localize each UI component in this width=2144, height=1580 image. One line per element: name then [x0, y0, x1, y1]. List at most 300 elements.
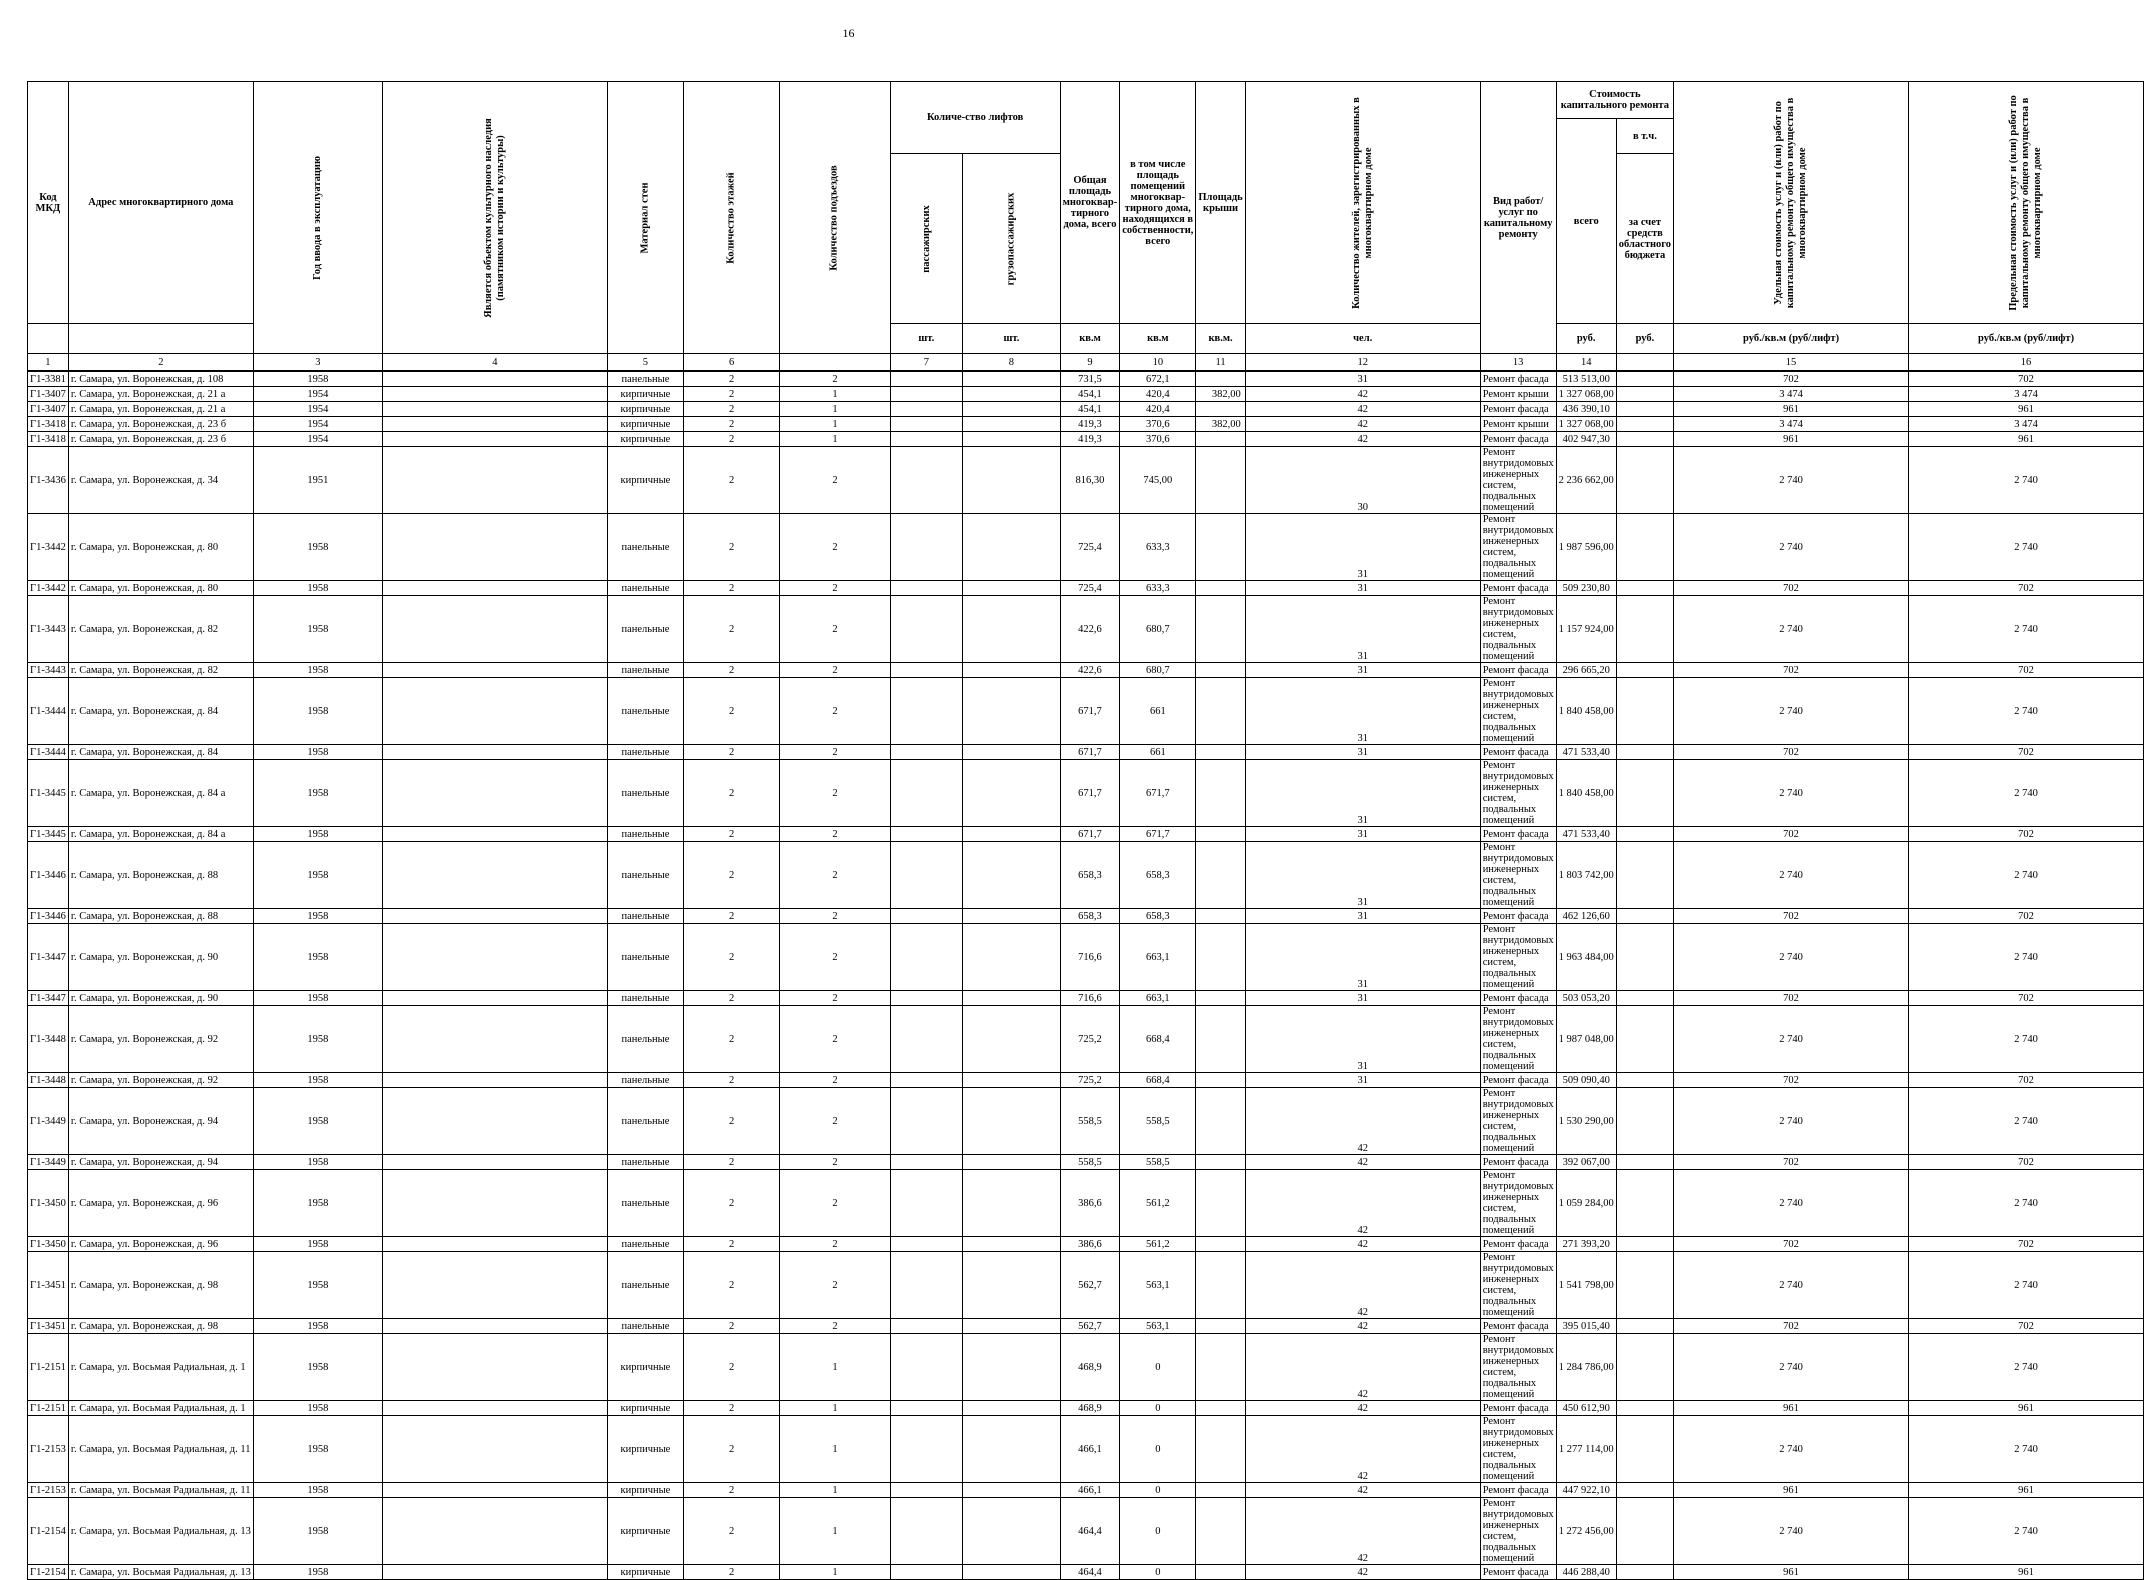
- cell-cost-total: 471 533,40: [1556, 827, 1616, 842]
- cell-cost-total: 1 327 068,00: [1556, 387, 1616, 402]
- cell-entrances: 1: [780, 1334, 890, 1401]
- cell-lifts-passenger: [890, 827, 963, 842]
- cell-lifts-passenger: [890, 514, 963, 581]
- cell-area-owned: 558,5: [1120, 1155, 1196, 1170]
- cell-cost-regional: [1616, 1237, 1673, 1252]
- cell-unit-cost: 2 740: [1674, 678, 1909, 745]
- table-row: [28, 760, 2144, 827]
- cell-year: 1958: [253, 581, 382, 596]
- cell-lifts-passenger: [890, 387, 963, 402]
- cell-residents: 42: [1245, 1088, 1480, 1155]
- cell-address: г. Самара, ул. Воронежская, д. 82: [68, 663, 253, 678]
- unit-address: [68, 324, 253, 354]
- cell-material: панельные: [607, 1006, 683, 1073]
- cell-residents: 31: [1245, 909, 1480, 924]
- col-num: 11: [1196, 354, 1245, 372]
- table-row: [28, 1073, 2144, 1088]
- cell-code: Г1-3447: [28, 924, 69, 991]
- cell-max-cost: 702: [1909, 1073, 2144, 1088]
- cell-code: Г1-2151: [28, 1334, 69, 1401]
- cell-cost-regional: [1616, 387, 1673, 402]
- cell-area-total: 562,7: [1060, 1319, 1120, 1334]
- cell-residents: 31: [1245, 924, 1480, 991]
- cell-work-type: Ремонт фасада: [1480, 1155, 1556, 1170]
- cell-cost-regional: [1616, 1073, 1673, 1088]
- cell-area-owned: 558,5: [1120, 1088, 1196, 1155]
- cell-year: 1958: [253, 596, 382, 663]
- cell-address: г. Самара, ул. Восьмая Радиальная, д. 11: [68, 1416, 253, 1483]
- col-num: 13: [1480, 354, 1556, 372]
- cell-area-total: 419,3: [1060, 432, 1120, 447]
- cell-unit-cost: 2 740: [1674, 1088, 1909, 1155]
- cell-work-type: Ремонт фасада: [1480, 402, 1556, 417]
- cell-code: Г1-3444: [28, 678, 69, 745]
- cell-work-type: Ремонт внутридомовых инженерных систем, подвальных помещений: [1480, 1170, 1556, 1237]
- cell-cost-total: 462 126,60: [1556, 909, 1616, 924]
- cell-address: г. Самара, ул. Воронежская, д. 108: [68, 371, 253, 387]
- cell-area-owned: 663,1: [1120, 924, 1196, 991]
- cell-area-owned: 663,1: [1120, 991, 1196, 1006]
- cell-material: панельные: [607, 596, 683, 663]
- cell-lifts-freight: [963, 1237, 1061, 1252]
- cell-lifts-freight: [963, 827, 1061, 842]
- cell-cost-total: 402 947,30: [1556, 432, 1616, 447]
- cell-unit-cost: 961: [1674, 1565, 1909, 1580]
- cell-material: кирпичные: [607, 387, 683, 402]
- cell-unit-cost: 702: [1674, 745, 1909, 760]
- cell-max-cost: 702: [1909, 1155, 2144, 1170]
- cell-residents: 31: [1245, 371, 1480, 387]
- cell-address: г. Самара, ул. Воронежская, д. 88: [68, 842, 253, 909]
- capital-repair-table: [27, 81, 2144, 1580]
- column-number-row: [28, 354, 2144, 372]
- cell-entrances: 2: [780, 1073, 890, 1088]
- cell-max-cost: 2 740: [1909, 1252, 2144, 1319]
- cell-cost-total: 2 236 662,00: [1556, 447, 1616, 514]
- col-num: 12: [1245, 354, 1480, 372]
- cell-roof-area: [1196, 514, 1245, 581]
- cell-material: панельные: [607, 581, 683, 596]
- cell-lifts-freight: [963, 745, 1061, 760]
- cell-floors: 2: [683, 1565, 779, 1580]
- cell-code: Г1-3451: [28, 1252, 69, 1319]
- cell-roof-area: [1196, 1401, 1245, 1416]
- cell-unit-cost: 702: [1674, 663, 1909, 678]
- cell-entrances: 1: [780, 1416, 890, 1483]
- header-residents: Количество жителей, зарегистрированных в многоквартирном доме: [1245, 82, 1480, 324]
- header-cost: Стоимость капитального ремонта: [1556, 82, 1673, 119]
- cell-address: г. Самара, ул. Воронежская, д. 80: [68, 581, 253, 596]
- cell-roof-area: [1196, 1073, 1245, 1088]
- table-row: [28, 745, 2144, 760]
- cell-cost-total: 471 533,40: [1556, 745, 1616, 760]
- cell-lifts-freight: [963, 1073, 1061, 1088]
- cell-year: 1958: [253, 1498, 382, 1565]
- cell-year: 1958: [253, 663, 382, 678]
- cell-max-cost: 2 740: [1909, 514, 2144, 581]
- table-row: [28, 387, 2144, 402]
- cell-entrances: 2: [780, 447, 890, 514]
- cell-entrances: 1: [780, 1483, 890, 1498]
- cell-entrances: 2: [780, 760, 890, 827]
- cell-floors: 2: [683, 663, 779, 678]
- cell-material: кирпичные: [607, 1401, 683, 1416]
- cell-cost-total: 1 803 742,00: [1556, 842, 1616, 909]
- cell-residents: 30: [1245, 447, 1480, 514]
- cell-work-type: Ремонт фасада: [1480, 909, 1556, 924]
- cell-material: панельные: [607, 1088, 683, 1155]
- cell-year: 1958: [253, 1416, 382, 1483]
- header-year: Год ввода в эксплуатацию: [253, 82, 382, 354]
- cell-lifts-freight: [963, 1483, 1061, 1498]
- cell-area-total: 468,9: [1060, 1334, 1120, 1401]
- cell-material: панельные: [607, 678, 683, 745]
- cell-entrances: 2: [780, 1252, 890, 1319]
- cell-address: г. Самара, ул. Воронежская, д. 90: [68, 924, 253, 991]
- cell-address: г. Самара, ул. Воронежская, д. 88: [68, 909, 253, 924]
- cell-cost-regional: [1616, 596, 1673, 663]
- cell-heritage: [382, 387, 607, 402]
- cell-max-cost: 2 740: [1909, 1088, 2144, 1155]
- cell-material: панельные: [607, 514, 683, 581]
- table-row: [28, 514, 2144, 581]
- cell-max-cost: 961: [1909, 402, 2144, 417]
- cell-unit-cost: 2 740: [1674, 1252, 1909, 1319]
- cell-work-type: Ремонт фасада: [1480, 745, 1556, 760]
- col-num: 16: [1909, 354, 2144, 372]
- cell-lifts-freight: [963, 417, 1061, 432]
- cell-heritage: [382, 663, 607, 678]
- cell-residents: 31: [1245, 514, 1480, 581]
- cell-floors: 2: [683, 1252, 779, 1319]
- cell-material: панельные: [607, 1073, 683, 1088]
- cell-lifts-passenger: [890, 1334, 963, 1401]
- cell-roof-area: [1196, 827, 1245, 842]
- cell-residents: 42: [1245, 1401, 1480, 1416]
- table-row: [28, 827, 2144, 842]
- cell-residents: 42: [1245, 1334, 1480, 1401]
- cell-cost-total: 1 987 048,00: [1556, 1006, 1616, 1073]
- cell-heritage: [382, 1252, 607, 1319]
- cell-residents: 42: [1245, 1483, 1480, 1498]
- cell-lifts-freight: [963, 1319, 1061, 1334]
- cell-material: кирпичные: [607, 402, 683, 417]
- cell-code: Г1-3407: [28, 402, 69, 417]
- cell-heritage: [382, 1319, 607, 1334]
- cell-lifts-freight: [963, 663, 1061, 678]
- cell-floors: 2: [683, 1416, 779, 1483]
- cell-year: 1958: [253, 909, 382, 924]
- table-row: [28, 432, 2144, 447]
- cell-floors: 2: [683, 991, 779, 1006]
- cell-area-owned: 680,7: [1120, 596, 1196, 663]
- cell-roof-area: [1196, 1334, 1245, 1401]
- cell-work-type: Ремонт внутридомовых инженерных систем, подвальных помещений: [1480, 1334, 1556, 1401]
- cell-cost-total: 436 390,10: [1556, 402, 1616, 417]
- col-num: 3: [253, 354, 382, 372]
- cell-floors: 2: [683, 1073, 779, 1088]
- cell-code: Г1-3381: [28, 371, 69, 387]
- cell-code: Г1-2151: [28, 1401, 69, 1416]
- cell-cost-regional: [1616, 402, 1673, 417]
- cell-max-cost: 702: [1909, 1237, 2144, 1252]
- cell-max-cost: 702: [1909, 827, 2144, 842]
- cell-work-type: Ремонт внутридомовых инженерных систем, подвальных помещений: [1480, 924, 1556, 991]
- cell-residents: 42: [1245, 432, 1480, 447]
- cell-entrances: 1: [780, 1565, 890, 1580]
- cell-lifts-passenger: [890, 1237, 963, 1252]
- cell-floors: 2: [683, 514, 779, 581]
- cell-material: кирпичные: [607, 432, 683, 447]
- cell-max-cost: 2 740: [1909, 1334, 2144, 1401]
- cell-residents: 31: [1245, 1073, 1480, 1088]
- cell-work-type: Ремонт внутридомовых инженерных систем, подвальных помещений: [1480, 514, 1556, 581]
- cell-lifts-freight: [963, 760, 1061, 827]
- cell-lifts-passenger: [890, 991, 963, 1006]
- cell-code: Г1-3418: [28, 432, 69, 447]
- cell-lifts-passenger: [890, 371, 963, 387]
- cell-cost-regional: [1616, 909, 1673, 924]
- cell-residents: 42: [1245, 1319, 1480, 1334]
- cell-roof-area: [1196, 760, 1245, 827]
- cell-material: панельные: [607, 842, 683, 909]
- cell-code: Г1-2154: [28, 1498, 69, 1565]
- cell-entrances: 1: [780, 432, 890, 447]
- cell-work-type: Ремонт крыши: [1480, 417, 1556, 432]
- cell-year: 1958: [253, 1401, 382, 1416]
- page-number: 16: [842, 26, 855, 40]
- cell-cost-regional: [1616, 1252, 1673, 1319]
- cell-area-total: 386,6: [1060, 1237, 1120, 1252]
- table-row: [28, 1319, 2144, 1334]
- cell-residents: 42: [1245, 1237, 1480, 1252]
- cell-entrances: 2: [780, 581, 890, 596]
- header-cost-regional: за счет средств областного бюджета: [1616, 154, 1673, 324]
- cell-floors: 2: [683, 402, 779, 417]
- cell-residents: 31: [1245, 991, 1480, 1006]
- cell-area-owned: 658,3: [1120, 842, 1196, 909]
- cell-floors: 2: [683, 1088, 779, 1155]
- cell-material: кирпичные: [607, 1498, 683, 1565]
- cell-heritage: [382, 1170, 607, 1237]
- cell-code: Г1-3449: [28, 1088, 69, 1155]
- cell-material: панельные: [607, 1237, 683, 1252]
- cell-work-type: Ремонт фасада: [1480, 581, 1556, 596]
- cell-cost-regional: [1616, 432, 1673, 447]
- cell-heritage: [382, 1006, 607, 1073]
- cell-cost-regional: [1616, 447, 1673, 514]
- cell-work-type: Ремонт внутридомовых инженерных систем, подвальных помещений: [1480, 678, 1556, 745]
- table-row: [28, 1334, 2144, 1401]
- table-body: [28, 371, 2144, 1580]
- cell-roof-area: [1196, 1498, 1245, 1565]
- cell-roof-area: [1196, 1319, 1245, 1334]
- cell-year: 1954: [253, 402, 382, 417]
- col-num: 8: [963, 354, 1061, 372]
- cell-code: Г1-3448: [28, 1073, 69, 1088]
- cell-cost-regional: [1616, 678, 1673, 745]
- cell-lifts-freight: [963, 581, 1061, 596]
- cell-floors: 2: [683, 1498, 779, 1565]
- cell-code: Г1-3446: [28, 842, 69, 909]
- cell-entrances: 2: [780, 371, 890, 387]
- cell-lifts-freight: [963, 1252, 1061, 1319]
- cell-year: 1954: [253, 432, 382, 447]
- header-code: Код МКД: [28, 82, 69, 324]
- cell-unit-cost: 2 740: [1674, 1170, 1909, 1237]
- cell-year: 1958: [253, 1334, 382, 1401]
- cell-lifts-passenger: [890, 842, 963, 909]
- cell-max-cost: 702: [1909, 581, 2144, 596]
- cell-address: г. Самара, ул. Воронежская, д. 98: [68, 1319, 253, 1334]
- cell-max-cost: 961: [1909, 1401, 2144, 1416]
- cell-code: Г1-3418: [28, 417, 69, 432]
- cell-area-owned: 561,2: [1120, 1170, 1196, 1237]
- cell-roof-area: [1196, 1416, 1245, 1483]
- cell-material: панельные: [607, 1170, 683, 1237]
- cell-unit-cost: 2 740: [1674, 760, 1909, 827]
- cell-address: г. Самара, ул. Воронежская, д. 84 а: [68, 760, 253, 827]
- cell-area-total: 386,6: [1060, 1170, 1120, 1237]
- cell-heritage: [382, 1334, 607, 1401]
- cell-floors: 2: [683, 432, 779, 447]
- cell-cost-total: 1 277 114,00: [1556, 1416, 1616, 1483]
- cell-area-total: 716,6: [1060, 991, 1120, 1006]
- cell-work-type: Ремонт внутридомовых инженерных систем, подвальных помещений: [1480, 1006, 1556, 1073]
- unit-area-total: кв.м: [1060, 324, 1120, 354]
- cell-entrances: 1: [780, 402, 890, 417]
- cell-address: г. Самара, ул. Воронежская, д. 82: [68, 596, 253, 663]
- cell-area-owned: 672,1: [1120, 371, 1196, 387]
- cell-area-owned: 563,1: [1120, 1319, 1196, 1334]
- cell-max-cost: 2 740: [1909, 447, 2144, 514]
- cell-cost-total: 513 513,00: [1556, 371, 1616, 387]
- cell-floors: 2: [683, 745, 779, 760]
- header-area-owned: в том числе площадь помещений многоквар-тирного дома, находящихся в собственности, всего: [1120, 82, 1196, 324]
- col-num: [1616, 354, 1673, 372]
- header-cost-total: всего: [1556, 119, 1616, 324]
- cell-heritage: [382, 842, 607, 909]
- cell-lifts-passenger: [890, 678, 963, 745]
- cell-max-cost: 2 740: [1909, 924, 2144, 991]
- cell-lifts-freight: [963, 447, 1061, 514]
- cell-roof-area: [1196, 924, 1245, 991]
- cell-roof-area: [1196, 371, 1245, 387]
- header-address: Адрес многоквартирного дома: [68, 82, 253, 324]
- cell-lifts-passenger: [890, 924, 963, 991]
- cell-entrances: 2: [780, 924, 890, 991]
- cell-code: Г1-3447: [28, 991, 69, 1006]
- cell-address: г. Самара, ул. Воронежская, д. 23 б: [68, 417, 253, 432]
- cell-floors: 2: [683, 909, 779, 924]
- cell-material: кирпичные: [607, 1416, 683, 1483]
- cell-entrances: 2: [780, 678, 890, 745]
- cell-residents: 31: [1245, 596, 1480, 663]
- cell-code: Г1-3443: [28, 596, 69, 663]
- col-num: 10: [1120, 354, 1196, 372]
- cell-area-owned: 370,6: [1120, 432, 1196, 447]
- cell-lifts-passenger: [890, 432, 963, 447]
- cell-heritage: [382, 924, 607, 991]
- cell-lifts-passenger: [890, 760, 963, 827]
- cell-year: 1958: [253, 514, 382, 581]
- cell-unit-cost: 2 740: [1674, 1334, 1909, 1401]
- cell-cost-regional: [1616, 1006, 1673, 1073]
- table-header: [28, 82, 2144, 372]
- cell-max-cost: 961: [1909, 432, 2144, 447]
- cell-residents: 31: [1245, 663, 1480, 678]
- cell-roof-area: [1196, 909, 1245, 924]
- cell-year: 1958: [253, 1319, 382, 1334]
- cell-residents: 31: [1245, 678, 1480, 745]
- cell-area-owned: 563,1: [1120, 1252, 1196, 1319]
- cell-code: Г1-3436: [28, 447, 69, 514]
- cell-roof-area: [1196, 991, 1245, 1006]
- cell-lifts-passenger: [890, 402, 963, 417]
- cell-cost-total: 509 230,80: [1556, 581, 1616, 596]
- cell-unit-cost: 702: [1674, 1319, 1909, 1334]
- unit-max-cost: руб./кв.м (руб/лифт): [1909, 324, 2144, 354]
- cell-material: панельные: [607, 1252, 683, 1319]
- unit-lifts-passenger: шт.: [890, 324, 963, 354]
- cell-code: Г1-3443: [28, 663, 69, 678]
- cell-entrances: 2: [780, 1319, 890, 1334]
- cell-year: 1958: [253, 1006, 382, 1073]
- cell-residents: 42: [1245, 1170, 1480, 1237]
- cell-area-total: 419,3: [1060, 417, 1120, 432]
- table-row: [28, 924, 2144, 991]
- cell-code: Г1-3449: [28, 1155, 69, 1170]
- cell-code: Г1-3442: [28, 581, 69, 596]
- col-num: 14: [1556, 354, 1616, 372]
- cell-unit-cost: 702: [1674, 827, 1909, 842]
- cell-area-total: 454,1: [1060, 402, 1120, 417]
- cell-year: 1958: [253, 760, 382, 827]
- cell-address: г. Самара, ул. Воронежская, д. 21 а: [68, 387, 253, 402]
- header-floors: Количество этажей: [683, 82, 779, 354]
- cell-material: кирпичные: [607, 1483, 683, 1498]
- cell-area-total: 716,6: [1060, 924, 1120, 991]
- cell-year: 1958: [253, 371, 382, 387]
- cell-cost-regional: [1616, 827, 1673, 842]
- cell-residents: 42: [1245, 1155, 1480, 1170]
- cell-year: 1958: [253, 1155, 382, 1170]
- cell-residents: 42: [1245, 387, 1480, 402]
- cell-roof-area: [1196, 447, 1245, 514]
- cell-cost-regional: [1616, 760, 1673, 827]
- cell-address: г. Самара, ул. Воронежская, д. 84 а: [68, 827, 253, 842]
- header-lifts: Количе-ство лифтов: [890, 82, 1060, 154]
- cell-heritage: [382, 596, 607, 663]
- cell-material: панельные: [607, 745, 683, 760]
- cell-address: г. Самара, ул. Воронежская, д. 98: [68, 1252, 253, 1319]
- cell-year: 1954: [253, 387, 382, 402]
- cell-entrances: 2: [780, 745, 890, 760]
- cell-heritage: [382, 417, 607, 432]
- cell-year: 1958: [253, 1237, 382, 1252]
- cell-entrances: 1: [780, 387, 890, 402]
- table-row: [28, 1498, 2144, 1565]
- cell-code: Г1-3444: [28, 745, 69, 760]
- cell-cost-total: 1 963 484,00: [1556, 924, 1616, 991]
- cell-floors: 2: [683, 447, 779, 514]
- cell-address: г. Самара, ул. Воронежская, д. 92: [68, 1006, 253, 1073]
- unit-code: [28, 324, 69, 354]
- cell-cost-total: 392 067,00: [1556, 1155, 1616, 1170]
- header-roof-area: Площадь крыши: [1196, 82, 1245, 324]
- cell-heritage: [382, 432, 607, 447]
- cell-area-total: 671,7: [1060, 745, 1120, 760]
